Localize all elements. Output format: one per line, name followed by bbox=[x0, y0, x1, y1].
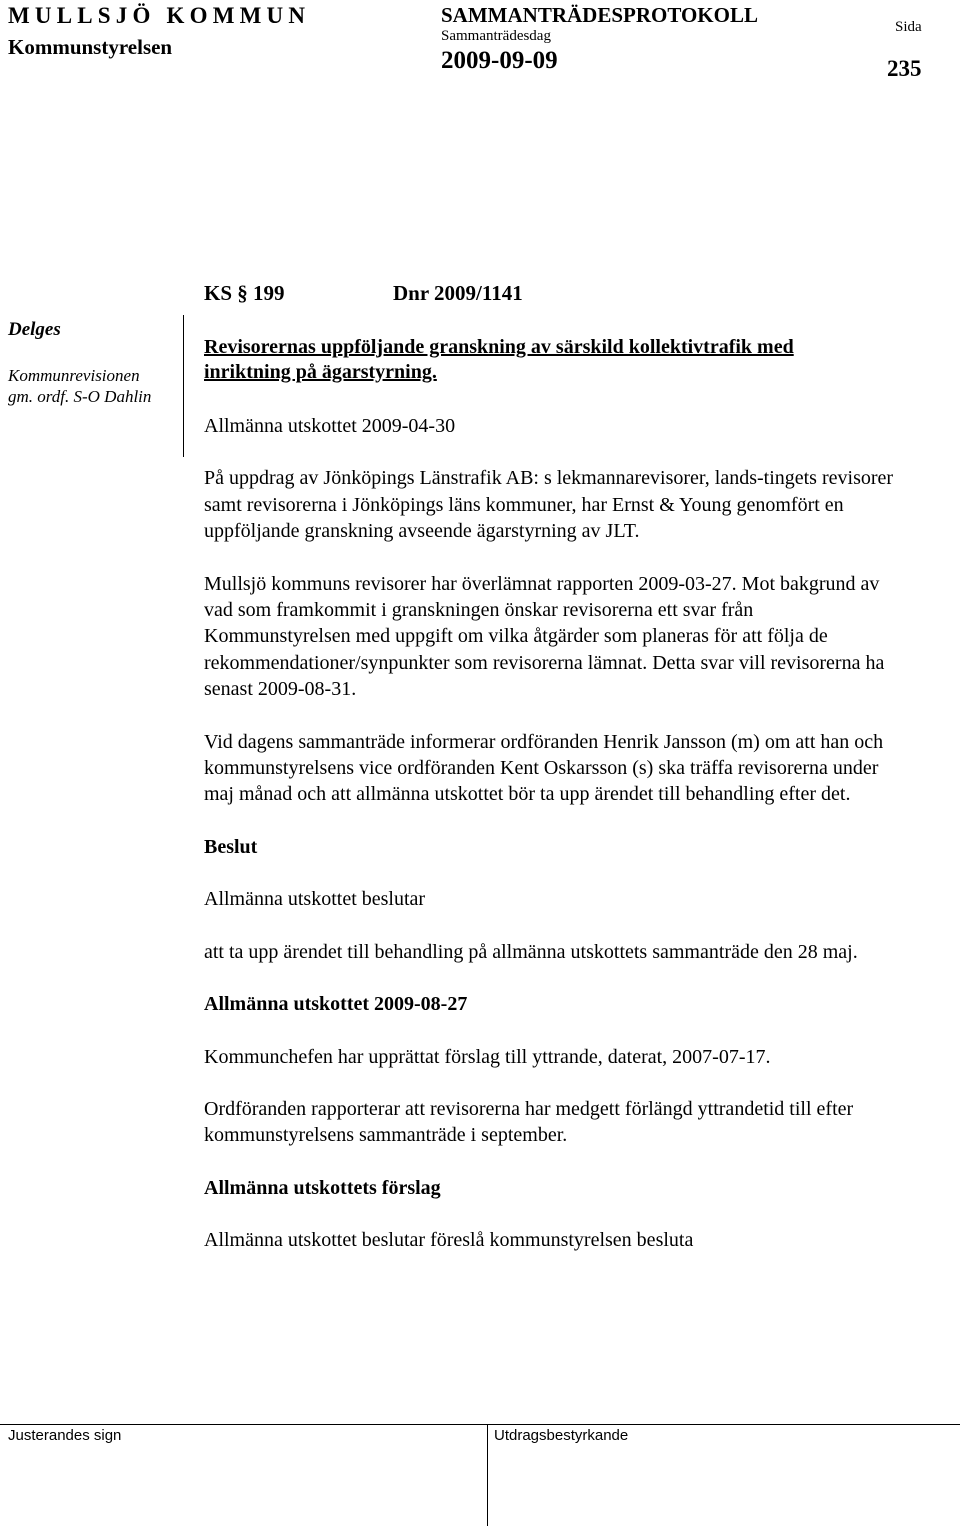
margin-divider bbox=[183, 315, 184, 457]
paragraph-background: På uppdrag av Jönköpings Länstrafik AB: s lekmannarevisorer, lands-tingets revisorer samt revisorerna i Jönköpings läns kommuner, har Ernst & Young genomfört en uppföljande granskning avseende ägarstyrning av JLT. bbox=[204, 467, 894, 543]
case-dnr: Dnr 2009/1141 bbox=[393, 281, 523, 305]
meeting-day-label: Sammanträdesdag bbox=[441, 28, 551, 44]
footer-certification-label: Utdragsbestyrkande bbox=[494, 1427, 629, 1444]
proposal-heading: Allmänna utskottets förslag bbox=[204, 1176, 441, 1199]
board-name: Kommunstyrelsen bbox=[8, 35, 173, 59]
footer-signature-label: Justerandes sign bbox=[8, 1427, 122, 1444]
page-number: 235 bbox=[887, 56, 922, 81]
distribution-label: Delges bbox=[8, 319, 61, 340]
paragraph-draft: Kommunchefen har upprättat förslag till yttrande, daterat, 2007-07-17. bbox=[204, 1045, 771, 1068]
section-heading-au-0827: Allmänna utskottet 2009-08-27 bbox=[204, 993, 468, 1016]
municipality-name: MULLSJÖ KOMMUN bbox=[8, 3, 311, 28]
case-subject-line-2: inriktning på ägarstyrning. bbox=[204, 361, 437, 383]
case-paragraph-number: KS § 199 bbox=[204, 281, 285, 305]
case-subject bbox=[204, 335, 794, 385]
page-label: Sida bbox=[895, 19, 922, 35]
meeting-date: 2009-09-09 bbox=[441, 47, 558, 74]
case-subject-line-1: Revisorernas uppföljande granskning av särskild kollektivtrafik med bbox=[204, 336, 794, 358]
decision-text: att ta upp ärendet till behandling på allmänna utskottets sammanträde den 28 maj. bbox=[204, 940, 858, 963]
footer-divider bbox=[0, 1424, 960, 1425]
decision-intro: Allmänna utskottet beslutar bbox=[204, 888, 426, 911]
footer-column-divider bbox=[487, 1424, 488, 1526]
decision-heading: Beslut bbox=[204, 835, 258, 858]
paragraph-meeting-info: Vid dagens sammanträde informerar ordföranden Henrik Jansson (m) om att han och kommunstyrelsens vice ordföranden Kent Oskarsson (s) ska träffa revisorerna under maj månad och att allmänna utskottet bör ta upp ärendet till behandling efter det. bbox=[204, 730, 884, 806]
protocol-body bbox=[204, 413, 894, 1280]
section-heading-au-0430: Allmänna utskottet 2009-04-30 bbox=[204, 415, 456, 437]
paragraph-report: Mullsjö kommuns revisorer har överlämnat rapporten 2009-03-27. Mot bakgrund av vad som framkommit i granskningen önskar revisorerna ett svar från Kommunstyrelsen med uppgift om vilka åtgärder som planeras för att följa de rekommendationer/synpunkter som revisorerna lämnat. Detta svar vill revisorerna ha senast 2009-08-31. bbox=[204, 572, 885, 701]
protocol-title: SAMMANTRÄDESPROTOKOLL bbox=[441, 3, 758, 27]
proposal-text: Allmänna utskottet beslutar föreslå kommunstyrelsen besluta bbox=[204, 1229, 694, 1252]
paragraph-extension: Ordföranden rapporterar att revisorerna har medgett förlängd yttrandetid till efter kommunstyrelsens sammanträde i september. bbox=[204, 1097, 854, 1147]
distribution-recipients: Kommunrevisionen gm. ordf. S-O Dahlin bbox=[8, 366, 152, 406]
